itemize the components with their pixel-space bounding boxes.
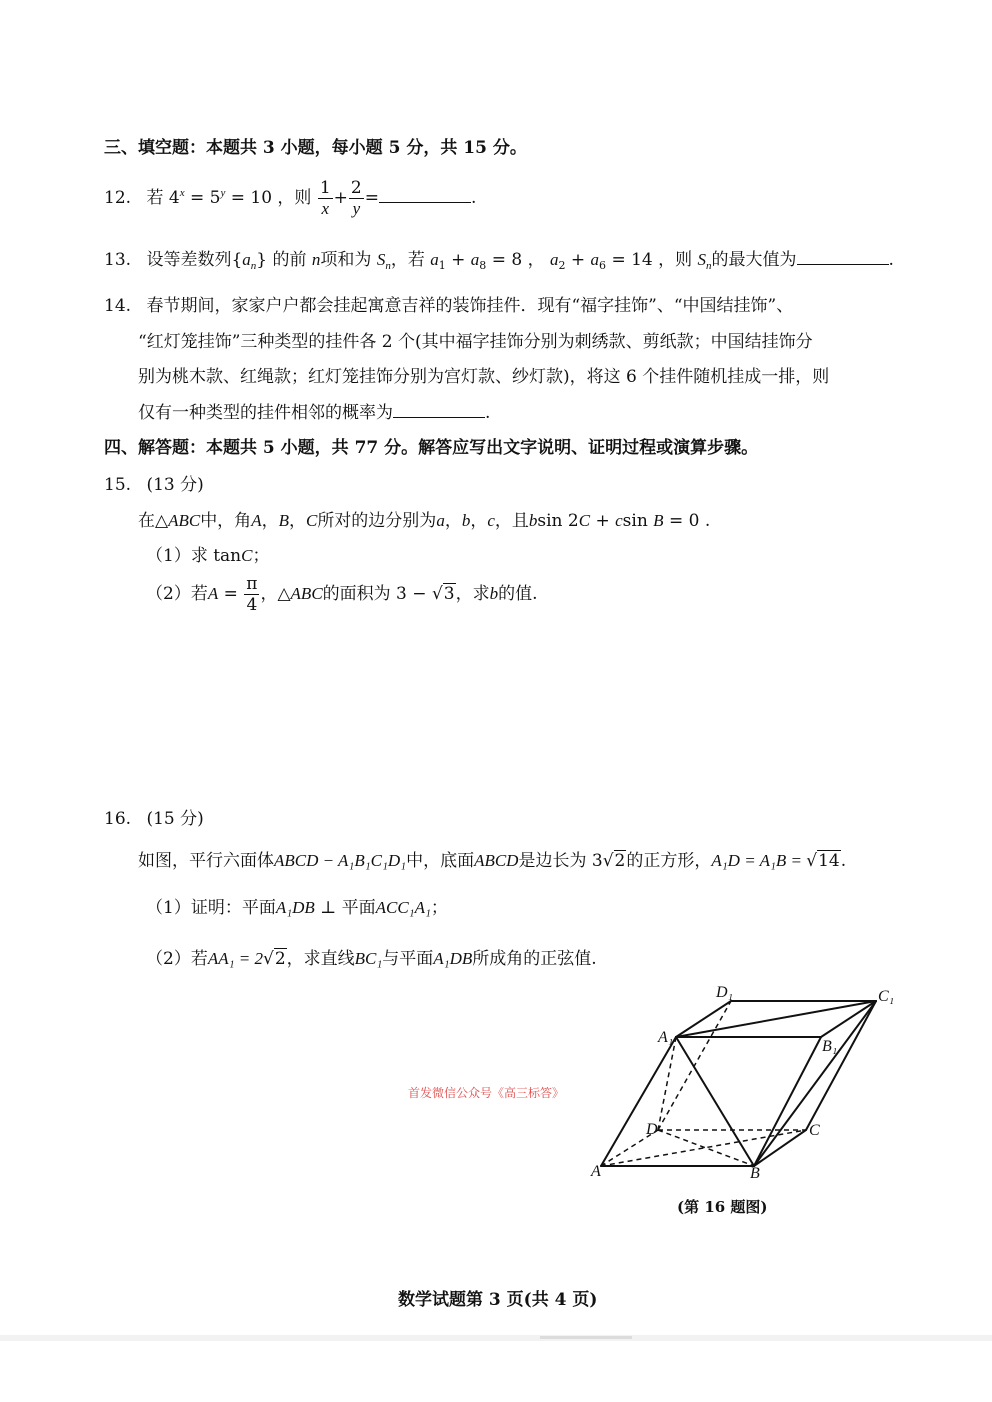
watermark: 首发微信公众号《高三标答》 xyxy=(408,1086,565,1100)
q13-sub: n xyxy=(385,260,391,272)
q14-line: “红灯笼挂饰”三种类型的挂件各 2 个(其中福字挂饰分别为刺绣款、剪纸款；中国结挂饰分 xyxy=(138,332,813,352)
answer-blank[interactable] xyxy=(379,188,471,203)
q14-text: 仅有一种类型的挂件相邻的概率为 xyxy=(138,403,393,423)
label-d1: D₁ xyxy=(716,984,734,1001)
q13-var: a xyxy=(242,250,251,269)
q13-op: + xyxy=(445,250,471,270)
question-number: 13. xyxy=(104,250,132,270)
q12-eq: 4 xyxy=(168,188,180,208)
question-13 xyxy=(104,245,894,272)
question-number: 15. xyxy=(104,475,132,495)
question-12 xyxy=(104,178,476,219)
scan-edge xyxy=(0,1335,992,1341)
q13-var: S xyxy=(376,250,386,269)
label-a: A xyxy=(591,1163,601,1180)
q12-exp: y xyxy=(220,187,226,199)
page-footer: 数学试题第 3 页(共 4 页) xyxy=(398,1290,598,1310)
section-3-title: 三、填空题：本题共 3 小题，每小题 5 分，共 15 分。 xyxy=(104,138,527,158)
fraction-pi-over-4: $\frac{\pi}{4}$ xyxy=(246,574,258,615)
fraction-1-over-x: $\frac{1}{x}$ xyxy=(319,178,331,218)
q13-sub: 2 xyxy=(558,259,566,272)
q14-line: 春节期间，家家户户都会挂起寓意吉祥的装饰挂件．现有“福字挂饰”、“中国结挂饰”、 xyxy=(146,296,794,316)
q15-part-2: （2）若A = $\frac{\pi}{4}$ ，△ABC的面积为 3 − √3，求b的值. xyxy=(146,574,538,615)
q13-var: a xyxy=(590,250,600,269)
q13-var: a xyxy=(430,250,439,269)
q16-part-1: （1）证明：平面A₁DB ⊥ 平面ACC₁A₁； xyxy=(146,898,448,918)
q13-end: . xyxy=(888,250,894,270)
q13-sub: 8 xyxy=(479,259,487,272)
edge-a-c xyxy=(601,1130,806,1166)
q15-part-1: （1）求 tanC； xyxy=(146,546,270,566)
q15-stem: 在△ABC中，角A，B，C所对的边分别为a，b，c，且bsin 2C + csin B = 0 . xyxy=(138,511,711,531)
q12-eq: = 5 xyxy=(184,188,221,208)
q13-text: = 14 ，则 xyxy=(606,250,693,270)
question-number: 16. xyxy=(104,809,132,829)
q12-end: . xyxy=(471,188,477,208)
label-a1: A₁ xyxy=(658,1029,674,1046)
label-c1: C₁ xyxy=(878,988,895,1005)
label-d: D xyxy=(646,1121,658,1138)
q12-exp: x xyxy=(179,187,185,199)
label-b1: B₁ xyxy=(822,1038,838,1055)
q13-text: } 的前 xyxy=(256,250,307,270)
q13-text: = 8 ， xyxy=(486,250,545,270)
answer-blank[interactable] xyxy=(797,250,889,265)
q14-line-4 xyxy=(138,398,490,423)
section-4-title: 四、解答题：本题共 5 小题，共 77 分。解答应写出文字说明、证明过程或演算步骤。 xyxy=(104,438,759,458)
q13-var: a xyxy=(549,250,559,269)
question-15-header xyxy=(104,470,204,495)
q13-text: 项和为 xyxy=(320,250,372,270)
q12-equals: = xyxy=(364,188,379,208)
q13-text: { xyxy=(231,250,243,270)
q14-end: . xyxy=(485,403,491,423)
q13-op: + xyxy=(565,250,591,270)
question-number: 14. xyxy=(104,296,132,316)
label-c: C xyxy=(809,1122,820,1139)
edge-a1-a xyxy=(601,1037,676,1166)
edge-b-c xyxy=(754,1130,806,1166)
q13-var: S xyxy=(697,250,707,269)
q13-sub: n xyxy=(706,260,712,272)
q14-line: 别为桃木款、红绳款；红灯笼挂饰分别为宫灯款、纱灯款)，将这 6 个挂件随机挂成一排，则 xyxy=(138,367,830,387)
q12-eq: = 10 ，则 xyxy=(225,188,312,208)
edge-c1-b xyxy=(754,1001,876,1166)
q13-text: 的最大值为 xyxy=(711,250,797,270)
q13-sub: 6 xyxy=(599,259,607,272)
parallelepiped-figure xyxy=(586,980,906,1185)
label-b: B xyxy=(750,1165,760,1182)
q13-text: 设等差数列 xyxy=(146,250,232,270)
edge-d-b xyxy=(658,1130,754,1166)
q16-part-2: （2）若AA₁ = 2√2，求直线BC₁与平面A₁DB所成角的正弦值. xyxy=(146,949,597,969)
answer-blank[interactable] xyxy=(393,403,485,418)
q13-sub: 1 xyxy=(438,259,446,272)
q12-text: 若 xyxy=(146,188,164,208)
scan-edge-mark xyxy=(540,1336,632,1339)
edge-a1-c1 xyxy=(676,1001,876,1037)
edge-b1-b xyxy=(754,1037,821,1166)
figure-caption: (第 16 题图) xyxy=(677,1198,768,1216)
question-16-header xyxy=(104,804,204,829)
question-number: 12. xyxy=(104,188,132,208)
question-14 xyxy=(104,291,793,316)
q13-sub: n xyxy=(250,260,257,272)
score: (15 分) xyxy=(146,809,204,829)
q13-text: ，若 xyxy=(390,250,425,270)
score: (13 分) xyxy=(146,475,204,495)
q12-plus: + xyxy=(333,188,348,208)
q13-var: n xyxy=(311,250,321,269)
edge-a1-b xyxy=(676,1037,754,1166)
fraction-2-over-y: $\frac{2}{y}$ xyxy=(350,178,362,218)
q13-var: a xyxy=(470,250,480,269)
q16-stem: 如图，平行六面体ABCD − A₁B₁C₁D₁中，底面ABCD是边长为 3√2的正方形，A₁D = A₁B = √14. xyxy=(138,851,847,871)
edge-c1-c xyxy=(806,1001,876,1130)
